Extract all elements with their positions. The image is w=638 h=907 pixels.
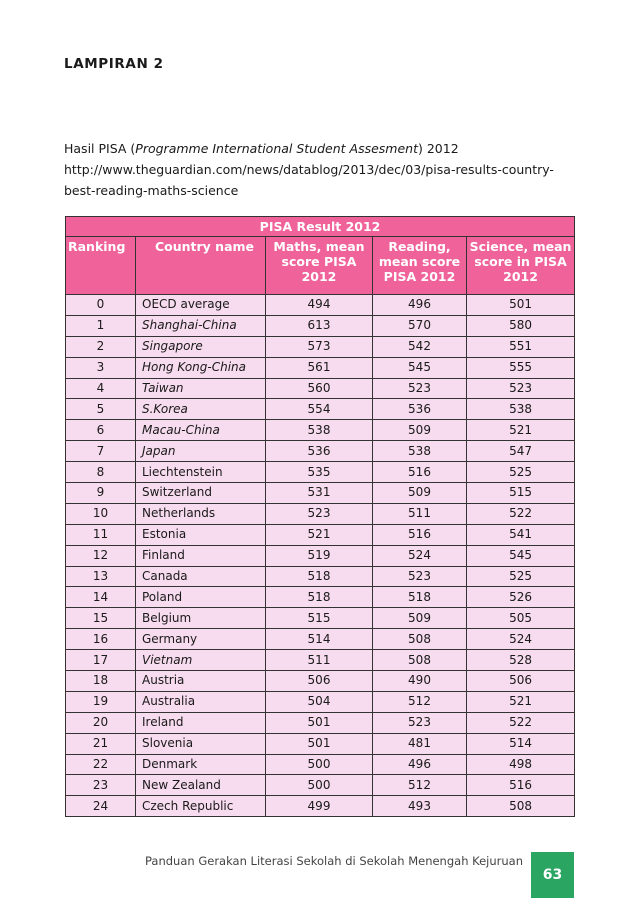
cell-country: Ireland [136, 712, 266, 733]
cell-ranking: 8 [66, 462, 136, 483]
table-row [66, 336, 575, 357]
cell-maths: 531 [266, 483, 373, 504]
cell-science: 555 [467, 357, 575, 378]
table-row [66, 754, 575, 775]
table-row [66, 691, 575, 712]
cell-country: Shanghai-China [136, 315, 266, 336]
appendix-heading: LAMPIRAN 2 [64, 56, 164, 72]
cell-science: 498 [467, 754, 575, 775]
cell-science: 508 [467, 796, 575, 817]
cell-science: 505 [467, 608, 575, 629]
cell-maths: 518 [266, 587, 373, 608]
cell-maths: 494 [266, 295, 373, 316]
cell-ranking: 3 [66, 357, 136, 378]
cell-country: Switzerland [136, 483, 266, 504]
cell-country: Canada [136, 566, 266, 587]
cell-ranking: 7 [66, 441, 136, 462]
cell-ranking: 24 [66, 796, 136, 817]
cell-reading: 509 [373, 420, 467, 441]
cell-ranking: 9 [66, 483, 136, 504]
cell-country: Hong Kong-China [136, 357, 266, 378]
cell-reading: 512 [373, 775, 467, 796]
cell-ranking: 6 [66, 420, 136, 441]
cell-maths: 561 [266, 357, 373, 378]
cell-reading: 481 [373, 733, 467, 754]
table-row [66, 796, 575, 817]
cell-maths: 536 [266, 441, 373, 462]
table-row [66, 712, 575, 733]
cell-maths: 521 [266, 524, 373, 545]
cell-ranking: 12 [66, 545, 136, 566]
table-row [66, 295, 575, 316]
cell-country: S.Korea [136, 399, 266, 420]
table-row [66, 566, 575, 587]
table-row [66, 462, 575, 483]
table-row [66, 650, 575, 671]
cell-ranking: 20 [66, 712, 136, 733]
cell-ranking: 17 [66, 650, 136, 671]
cell-maths: 514 [266, 629, 373, 650]
cell-science: 525 [467, 462, 575, 483]
cell-science: 521 [467, 420, 575, 441]
cell-ranking: 10 [66, 503, 136, 524]
cell-ranking: 16 [66, 629, 136, 650]
cell-maths: 535 [266, 462, 373, 483]
table-row [66, 378, 575, 399]
column-header-ranking: Ranking [66, 237, 136, 295]
cell-maths: 500 [266, 754, 373, 775]
cell-maths: 538 [266, 420, 373, 441]
cell-maths: 613 [266, 315, 373, 336]
page-number-badge: 63 [531, 852, 574, 898]
source-prefix: Hasil PISA ( [64, 141, 136, 156]
table-row [66, 545, 575, 566]
cell-ranking: 13 [66, 566, 136, 587]
footer-text: Panduan Gerakan Literasi Sekolah di Sekolah Menengah Kejuruan [145, 854, 524, 868]
table-row [66, 775, 575, 796]
table-row [66, 629, 575, 650]
cell-science: 501 [467, 295, 575, 316]
cell-reading: 536 [373, 399, 467, 420]
cell-science: 524 [467, 629, 575, 650]
cell-science: 547 [467, 441, 575, 462]
cell-country: New Zealand [136, 775, 266, 796]
cell-science: 525 [467, 566, 575, 587]
cell-reading: 523 [373, 378, 467, 399]
cell-maths: 499 [266, 796, 373, 817]
column-header-science: Science, mean score in PISA 2012 [467, 237, 575, 295]
table-row [66, 733, 575, 754]
cell-ranking: 0 [66, 295, 136, 316]
cell-science: 523 [467, 378, 575, 399]
table-row [66, 399, 575, 420]
cell-maths: 515 [266, 608, 373, 629]
cell-country: Japan [136, 441, 266, 462]
cell-ranking: 19 [66, 691, 136, 712]
table-title: PISA Result 2012 [66, 217, 575, 237]
cell-maths: 501 [266, 733, 373, 754]
table-row [66, 315, 575, 336]
cell-ranking: 21 [66, 733, 136, 754]
cell-reading: 512 [373, 691, 467, 712]
cell-reading: 524 [373, 545, 467, 566]
cell-maths: 573 [266, 336, 373, 357]
column-header-maths: Maths, mean score PISA 2012 [266, 237, 373, 295]
cell-country: Australia [136, 691, 266, 712]
cell-country: OECD average [136, 295, 266, 316]
cell-maths: 519 [266, 545, 373, 566]
cell-country: Austria [136, 671, 266, 692]
cell-maths: 501 [266, 712, 373, 733]
cell-science: 515 [467, 483, 575, 504]
cell-reading: 516 [373, 462, 467, 483]
intro-text [64, 138, 584, 201]
cell-science: 528 [467, 650, 575, 671]
source-program-name: Programme International Student Assesment [135, 141, 418, 156]
cell-maths: 500 [266, 775, 373, 796]
table-row [66, 671, 575, 692]
cell-science: 514 [467, 733, 575, 754]
cell-reading: 516 [373, 524, 467, 545]
cell-science: 580 [467, 315, 575, 336]
cell-ranking: 22 [66, 754, 136, 775]
table-row [66, 587, 575, 608]
table-row [66, 420, 575, 441]
cell-country: Poland [136, 587, 266, 608]
cell-reading: 509 [373, 483, 467, 504]
cell-science: 522 [467, 712, 575, 733]
cell-science: 526 [467, 587, 575, 608]
cell-science: 516 [467, 775, 575, 796]
source-url-line-1: http://www.theguardian.com/news/datablog/2013/dec/03/pisa-results-country- [64, 162, 554, 177]
cell-science: 538 [467, 399, 575, 420]
cell-science: 545 [467, 545, 575, 566]
cell-maths: 560 [266, 378, 373, 399]
cell-reading: 545 [373, 357, 467, 378]
cell-reading: 496 [373, 295, 467, 316]
cell-science: 551 [467, 336, 575, 357]
cell-maths: 504 [266, 691, 373, 712]
table-row [66, 524, 575, 545]
cell-country: Finland [136, 545, 266, 566]
cell-ranking: 5 [66, 399, 136, 420]
cell-ranking: 2 [66, 336, 136, 357]
source-url-line-2: best-reading-maths-science [64, 183, 239, 198]
cell-science: 506 [467, 671, 575, 692]
cell-reading: 511 [373, 503, 467, 524]
cell-country: Liechtenstein [136, 462, 266, 483]
cell-country: Macau-China [136, 420, 266, 441]
cell-reading: 496 [373, 754, 467, 775]
cell-reading: 570 [373, 315, 467, 336]
cell-reading: 508 [373, 650, 467, 671]
source-suffix: ) 2012 [418, 141, 459, 156]
cell-science: 541 [467, 524, 575, 545]
table-row [66, 608, 575, 629]
cell-country: Denmark [136, 754, 266, 775]
cell-ranking: 15 [66, 608, 136, 629]
cell-reading: 523 [373, 712, 467, 733]
cell-maths: 511 [266, 650, 373, 671]
cell-ranking: 4 [66, 378, 136, 399]
cell-ranking: 1 [66, 315, 136, 336]
cell-reading: 508 [373, 629, 467, 650]
cell-maths: 554 [266, 399, 373, 420]
cell-ranking: 23 [66, 775, 136, 796]
cell-reading: 490 [373, 671, 467, 692]
cell-reading: 523 [373, 566, 467, 587]
cell-reading: 538 [373, 441, 467, 462]
column-header-reading: Reading, mean score PISA 2012 [373, 237, 467, 295]
column-header-country: Country name [136, 237, 266, 295]
cell-reading: 518 [373, 587, 467, 608]
cell-maths: 506 [266, 671, 373, 692]
table-row [66, 441, 575, 462]
table-row [66, 357, 575, 378]
cell-country: Estonia [136, 524, 266, 545]
cell-maths: 523 [266, 503, 373, 524]
cell-reading: 493 [373, 796, 467, 817]
cell-country: Singapore [136, 336, 266, 357]
source-line [64, 138, 584, 159]
cell-country: Germany [136, 629, 266, 650]
cell-country: Belgium [136, 608, 266, 629]
cell-science: 522 [467, 503, 575, 524]
cell-country: Vietnam [136, 650, 266, 671]
cell-reading: 509 [373, 608, 467, 629]
cell-country: Czech Republic [136, 796, 266, 817]
cell-reading: 542 [373, 336, 467, 357]
cell-science: 521 [467, 691, 575, 712]
cell-country: Slovenia [136, 733, 266, 754]
table-row [66, 483, 575, 504]
cell-country: Taiwan [136, 378, 266, 399]
cell-country: Netherlands [136, 503, 266, 524]
cell-ranking: 14 [66, 587, 136, 608]
pisa-results-table [65, 216, 575, 817]
cell-ranking: 11 [66, 524, 136, 545]
table-body [66, 295, 575, 817]
table-row [66, 503, 575, 524]
cell-ranking: 18 [66, 671, 136, 692]
cell-maths: 518 [266, 566, 373, 587]
